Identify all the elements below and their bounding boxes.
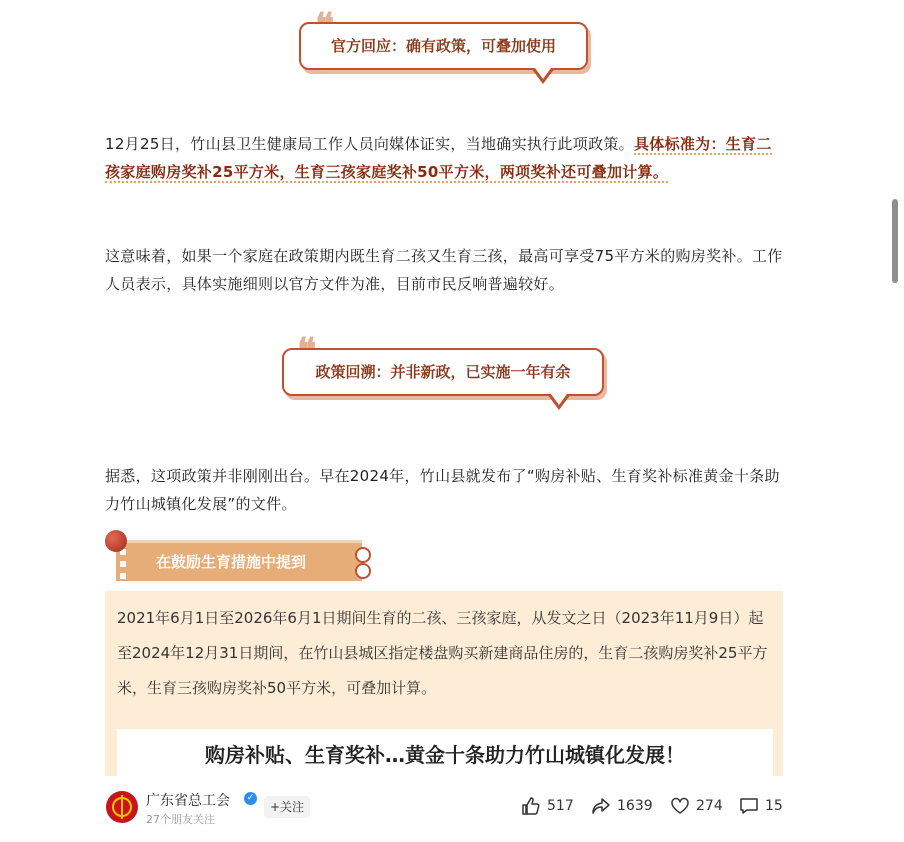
share-count: 1639 [617, 798, 653, 814]
like-count: 517 [547, 798, 574, 814]
logo-bar [121, 795, 123, 819]
policy-quote-text: 2021年6月1日至2026年6月1日期间生育的二孩、三孩家庭，从发文之日（2023年11月9日）起至2024年12月31日期间，在竹山县城区指定楼盘购买新建商品住房的，生育二孩购房奖补25平方米，生育三孩购房奖补50平方米，可叠加计算。 [117, 609, 768, 697]
comment-count: 15 [765, 798, 783, 814]
favorite-button[interactable] [670, 796, 723, 816]
verified-icon: ✓ [244, 792, 257, 805]
share-icon [591, 796, 611, 816]
article-action-bar [0, 776, 904, 842]
favorite-count: 274 [696, 798, 723, 814]
comment-button[interactable] [739, 796, 783, 816]
comment-icon [739, 796, 759, 816]
follow-button[interactable]: +关注 [264, 796, 310, 818]
author-name[interactable]: 广东省总工会 [146, 793, 230, 809]
paragraph-official-confirm [105, 130, 785, 186]
like-button[interactable] [521, 796, 574, 816]
thumbs-up-icon [521, 796, 541, 816]
embedded-image-title-text: 购房补贴、生育奖补…黄金十条助力竹山城镇化发展！ [205, 743, 685, 767]
embedded-image-title[interactable] [117, 729, 773, 776]
ribbon-dots [120, 549, 130, 585]
policy-quote-box [105, 591, 783, 776]
paragraph-meaning: 这意味着，如果一个家庭在政策期内既生育二孩又生育三孩，最高可享受75平方米的购房奖补。工作人员表示，具体实施细则以官方文件为准，目前市民反响普遍较好。 [105, 247, 783, 293]
ribbon-notch [355, 563, 371, 579]
heart-icon [670, 796, 690, 816]
callout-title: 官方回应：确有政策，可叠加使用 [330, 37, 556, 55]
share-button[interactable] [591, 796, 653, 816]
ribbon-notch [355, 547, 371, 563]
highlighted-standard: 具体标准为：生育二孩家庭购房奖补25平方米，生育三孩家庭奖补50平方米，两项奖补还可叠加计算。 [105, 135, 772, 181]
callout-title: 政策回溯：并非新政，已实施一年有余 [315, 363, 571, 381]
pin-icon [105, 530, 127, 552]
author-avatar[interactable] [106, 791, 138, 823]
callout-tail-inner [551, 394, 567, 405]
section-ribbon [116, 543, 362, 581]
friends-following: 27个朋友关注 [146, 813, 215, 826]
ribbon-label: 在鼓励生育措施中提到 [156, 553, 307, 571]
callout-tail-inner [535, 68, 551, 79]
paragraph-text: 12月25日，竹山县卫生健康局工作人员向媒体证实，当地确实执行此项政策。 [105, 135, 634, 153]
paragraph-background: 据悉，这项政策并非刚刚出台。早在2024年，竹山县就发布了“购房补贴、生育奖补标准黄金十条助力竹山城镇化发展”的文件。 [105, 467, 780, 513]
scrollbar-thumb[interactable] [892, 199, 898, 283]
